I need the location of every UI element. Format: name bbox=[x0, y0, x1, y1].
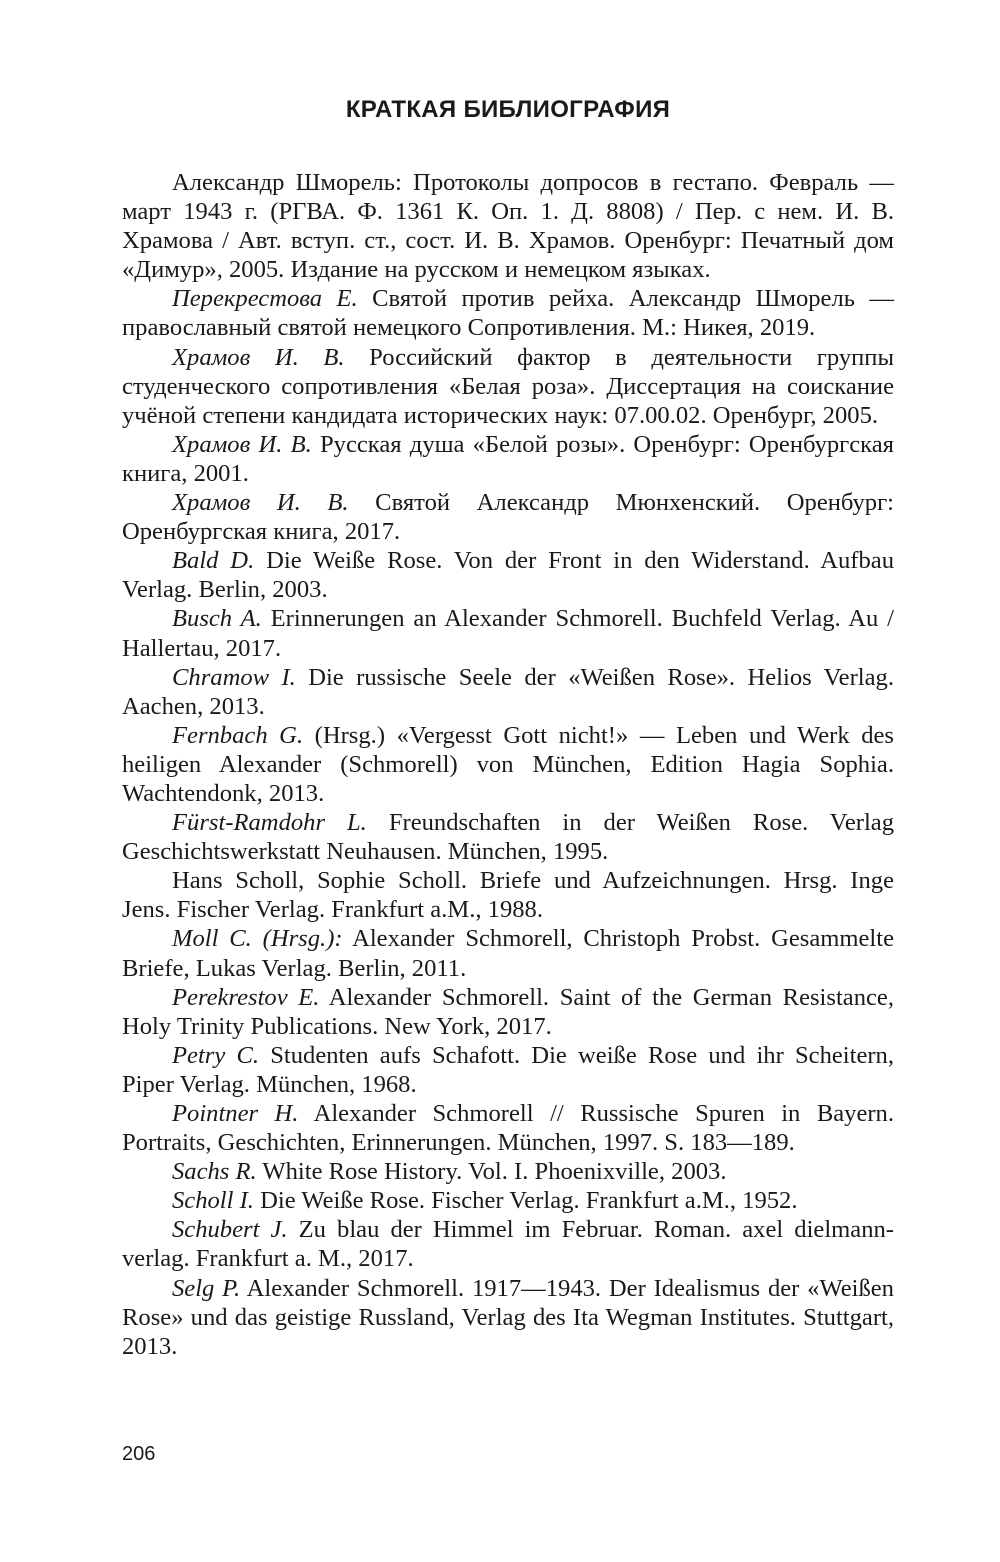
entry-author: Scholl I. bbox=[172, 1187, 254, 1215]
entry-author: Fernbach G. bbox=[172, 721, 304, 749]
bibliography-entry bbox=[122, 866, 894, 924]
page-number: 206 bbox=[122, 1443, 156, 1465]
entry-author: Храмов И. В. bbox=[172, 343, 345, 371]
entry-text: (Hrsg.) «Vergesst Gott nicht!» — Leben und Werk des heiligen Alexander (Schmorell) von München, Edition Hagia Sophia. Wachtendonk, 2013. bbox=[122, 721, 895, 807]
bibliography-entry bbox=[122, 488, 894, 546]
entry-text: Русская душа «Белой розы». Оренбург: Оренбургская книга, 2001. bbox=[122, 430, 894, 487]
entry-text: Российский фактор в деятельности группы студенческого сопротивления «Белая роза». Диссертация на соискание учёной степени кандидата исторических наук: 07.00.02. Оренбург, 2005. bbox=[122, 343, 894, 429]
page-title: КРАТКАЯ БИБЛИОГРАФИЯ bbox=[345, 96, 671, 123]
entry-author: Petry C. bbox=[172, 1041, 260, 1069]
bibliography-entry bbox=[122, 1215, 894, 1273]
entry-text: Die Weiße Rose. Von der Front in den Widerstand. Aufbau Verlag. Berlin, 2003. bbox=[122, 547, 894, 604]
bibliography-entry bbox=[122, 546, 894, 604]
entry-text: Freundschaften in der Weißen Rose. Verlag Geschichtswerkstatt Neuhausen. München, 1995. bbox=[122, 809, 894, 866]
entry-author: Bald D. bbox=[172, 547, 255, 575]
entry-text: Die russische Seele der «Weißen Rose». Helios Verlag. Aachen, 2013. bbox=[122, 663, 894, 720]
entry-text: Святой Александр Мюнхенский. Оренбург: Оренбургская книга, 2017. bbox=[122, 489, 894, 546]
entry-text: Zu blau der Himmel im Februar. Roman. axel dielmann-verlag. Frankfurt a. M., 2017. bbox=[122, 1216, 894, 1273]
bibliography-entry bbox=[122, 1041, 894, 1099]
entry-text: Александр Шморель: Протоколы допросов в гестапо. Февраль — март 1943 г. (РГВА. Ф. 1361 К. Оп. 1. Д. 8808) / Пер. с нем. И. В. Храмова / Авт. вступ. ст., сост. И. В. Храмов. Оренбург: Печатный дом «Димур», 2005. Издание на русском и немецком языках. bbox=[122, 169, 894, 284]
entry-text: Hans Scholl, Sophie Scholl. Briefe und Aufzeichnungen. Hrsg. Inge Jens. Fischer Verlag. Frankfurt a.M., 1988. bbox=[122, 867, 894, 924]
entry-text: Alexander Schmorell, Christoph Probst. Gesammelte Briefe, Lukas Verlag. Berlin, 2011. bbox=[122, 925, 895, 982]
bibliography-entry bbox=[122, 604, 894, 662]
bibliography-list bbox=[122, 168, 894, 1361]
bibliography-entry bbox=[122, 1099, 894, 1157]
entry-author: Perekrestov E. bbox=[172, 983, 320, 1011]
bibliography-entry bbox=[122, 1186, 894, 1215]
entry-text: Die Weiße Rose. Fischer Verlag. Frankfurt a.M., 1952. bbox=[253, 1187, 798, 1215]
entry-author: Schubert J. bbox=[172, 1216, 288, 1244]
entry-author: Храмов И. В. bbox=[172, 489, 349, 517]
entry-author: Pointner H. bbox=[172, 1100, 299, 1127]
entry-author: Храмов И. В. bbox=[172, 430, 312, 458]
entry-author: Moll C. (Hrsg.): bbox=[172, 925, 343, 953]
bibliography-entry bbox=[122, 663, 894, 721]
bibliography-entry bbox=[122, 1157, 894, 1186]
entry-author: Sachs R. bbox=[172, 1158, 257, 1186]
entry-text: Alexander Schmorell // Russische Spuren in Bayern. Portraits, Geschichten, Erinnerungen. München, 1997. S. 183—189. bbox=[122, 1100, 894, 1157]
entry-text: Alexander Schmorell. Saint of the German Resistance, Holy Trinity Publications. New York, 2017. bbox=[122, 983, 894, 1040]
bibliography-entry bbox=[122, 721, 894, 808]
bibliography-entry bbox=[122, 284, 894, 342]
entry-author: Fürst-Ramdohr L. bbox=[172, 809, 367, 837]
bibliography-entry bbox=[122, 168, 894, 284]
entry-author: Перекрестова Е. bbox=[172, 285, 358, 313]
bibliography-entry bbox=[122, 343, 894, 430]
entry-author: Chramow I. bbox=[172, 663, 296, 691]
entry-text: Studenten aufs Schafott. Die weiße Rose und ihr Scheitern, Piper Verlag. München, 1968. bbox=[122, 1041, 894, 1098]
bibliography-entry bbox=[122, 1274, 894, 1361]
bibliography-entry bbox=[122, 808, 894, 866]
bibliography-entry bbox=[122, 983, 894, 1041]
entry-author: Busch A. bbox=[172, 605, 262, 633]
entry-text: Erinnerungen an Alexander Schmorell. Buchfeld Verlag. Au / Hallertau, 2017. bbox=[122, 605, 894, 662]
entry-text: Alexander Schmorell. 1917—1943. Der Idealismus der «Weißen Rose» und das geistige Russland, Verlag des Ita Wegman Institutes. Stuttgart, 2013. bbox=[122, 1274, 894, 1360]
entry-text: Святой против рейха. Александр Шморель — православный святой немецкого Сопротивления. М.: Никея, 2019. bbox=[122, 285, 894, 342]
bibliography-entry bbox=[122, 430, 894, 488]
entry-author: Selg P. bbox=[172, 1274, 241, 1302]
bibliography-entry bbox=[122, 924, 894, 982]
entry-text: White Rose History. Vol. I. Phoenixville, 2003. bbox=[256, 1158, 727, 1186]
